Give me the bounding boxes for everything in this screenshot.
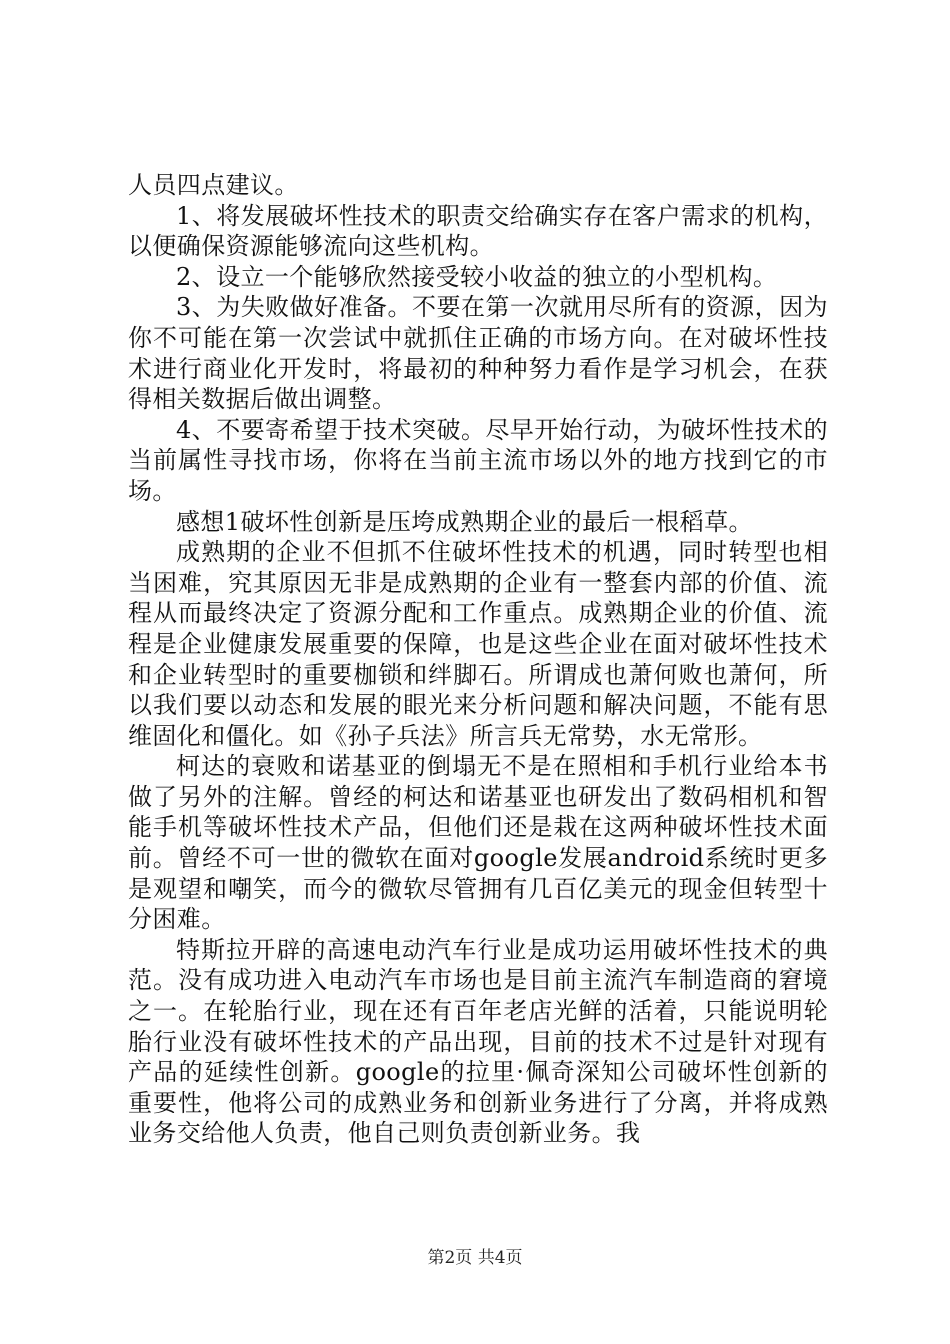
paragraph-1: 人员四点建议。 bbox=[128, 171, 299, 199]
paragraph-2: 1、将发展破坏性技术的职责交给确实存在客户需求的机构，以便确保资源能够流向这些机构。 bbox=[128, 201, 828, 261]
paragraph-5: 4、不要寄希望于技术突破。尽早开始行动，为破坏性技术的当前属性寻找市场，你将在当前主流市场以外的地方找到它的市场。 bbox=[128, 415, 828, 505]
paragraph-6: 感想1破坏性创新是压垮成熟期企业的最后一根稻草。 bbox=[176, 507, 753, 536]
paragraph-4: 3、为失败做好准备。不要在第一次就用尽所有的资源，因为你不可能在第一次尝试中就抓住正确的市场方向。在对破坏性技术进行商业化开发时，将最初的种种努力看作是学习机会，在获得相关数据后做出调整。 bbox=[128, 293, 828, 414]
page-footer: 第2页 共4页 bbox=[427, 1248, 523, 1268]
body-text bbox=[128, 170, 828, 1149]
paragraph-9: 特斯拉开辟的高速电动汽车行业是成功运用破坏性技术的典范。没有成功进入电动汽车市场也是目前主流汽车制造商的窘境之一。在轮胎行业，现在还有百年老店光鲜的活着，只能说明轮胎行业没有破坏性技术的产品出现，目前的技术不过是针对现有产品的延续性创新。google的拉里·佩奇深知公司破坏性创新的重要性，他将公司的成熟业务和创新业务进行了分离，并将成熟业务交给他人负责，他自己则负责创新业务。我 bbox=[128, 935, 828, 1148]
paragraph-8: 柯达的衰败和诺基亚的倒塌无不是在照相和手机行业给本书做了另外的注解。曾经的柯达和诺基亚也研发出了数码相机和智能手机等破坏性技术产品，但他们还是栽在这两种破坏性技术面前。曾经不可一世的微软在面对google发展android系统时更多是观望和嘲笑，而今的微软尽管拥有几百亿美元的现金但转型十分困难。 bbox=[128, 752, 828, 934]
paragraph-7: 成熟期的企业不但抓不住破坏性技术的机遇，同时转型也相当困难，究其原因无非是成熟期的企业有一整套内部的价值、流程从而最终决定了资源分配和工作重点。成熟期企业的价值、流程是企业健康发展重要的保障，也是这些企业在面对破坏性技术和企业转型时的重要枷锁和绊脚石。所谓成也萧何败也萧何，所以我们要以动态和发展的眼光来分析问题和解决问题，不能有思维固化和僵化。如《孙子兵法》所言兵无常势，水无常形。 bbox=[128, 538, 828, 750]
paragraph-3: 2、设立一个能够欣然接受较小收益的独立的小型机构。 bbox=[176, 262, 778, 291]
